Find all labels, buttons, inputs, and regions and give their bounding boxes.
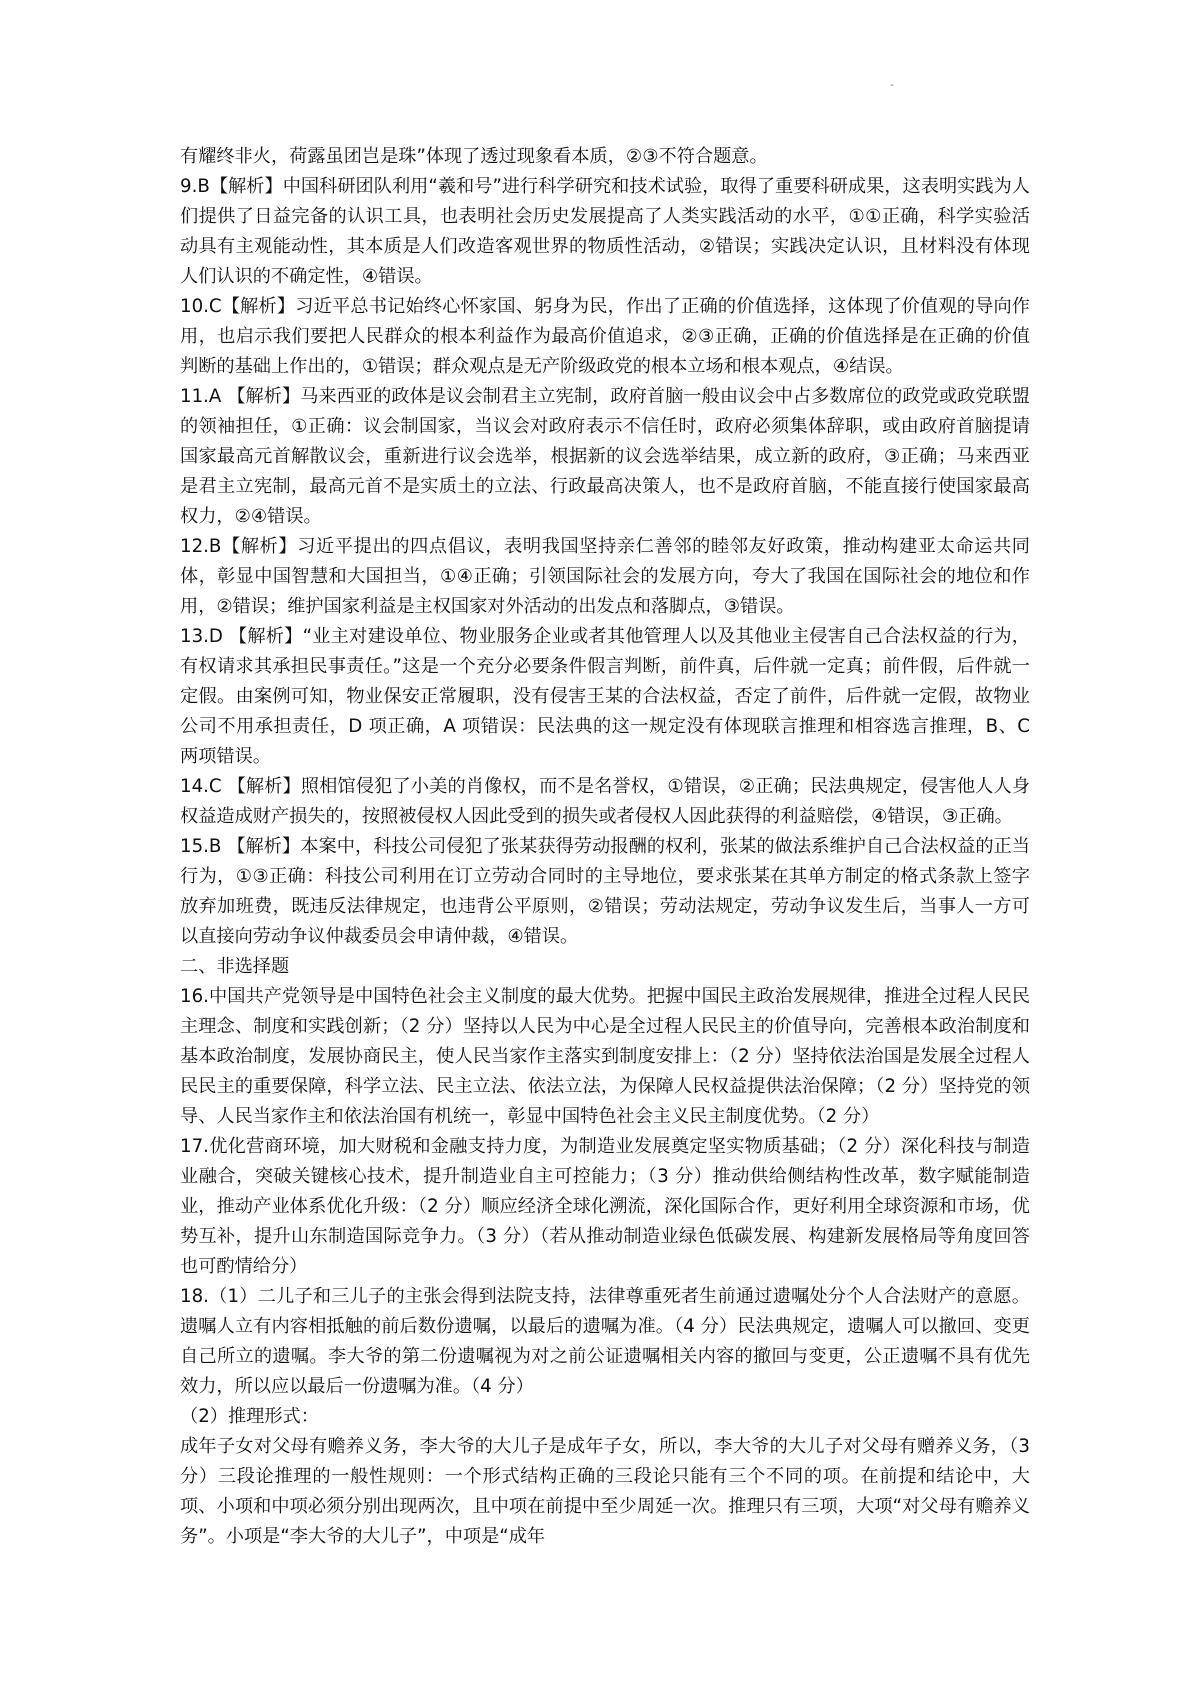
answer-18-part-1: 18.（1）二儿子和三儿子的主张会得到法院支持，法律尊重死者生前通过遗嘱处分个人合法财产的意愿。遗嘱人立有内容相抵触的前后数份遗嘱，以最后的遗嘱为准。（4 分）民法典规定，遗嘱人可以撤回、变更自己所立的遗嘱。李大爷的第二份遗嘱视为对之前公证遗嘱相关内容的撤回与变更，公正遗嘱不具有优先效力，所以应以最后一份遗嘱为准。（4 分） <box>180 1286 1030 1397</box>
answer-text-body <box>180 142 1030 1552</box>
answer-15: 15.B 【解析】本案中，科技公司侵犯了张某获得劳动报酬的权利，张某的做法系维护自己合法权益的正当行为，①③正确：科技公司利用在订立劳动合同时的主导地位，要求张某在其单方制定的格式条款上签字放弃加班费，既违反法律规定，也违背公平原则，②错误；劳动法规定，劳动争议发生后，当事人一方可以直接向劳动争议仲裁委员会申请仲裁，④错误。 <box>180 836 1030 947</box>
section-heading-non-choice: 二、非选择题 <box>180 956 290 977</box>
answer-18-part-2-body: 成年子女对父母有赡养义务，李大爷的大儿子是成年子女，所以，李大爷的大儿子对父母有赠养义务，（3 分）三段论推理的一般性规则：一个形式结构正确的三段论只能有三个不同的项。在前提和结论中，大项、小项和中项必须分别出现两次，且中项在前提中至少周延一次。推理只有三项，大项“对父母有赡养义务”。小项是“李大爷的大儿子”，中项是“成年 <box>180 1436 1030 1547</box>
answer-14: 14.C 【解析】照相馆侵犯了小美的肖像权，而不是名誉权，①错误，②正确；民法典规定，侵害他人人身权益造成财产损失的，按照被侵权人因此受到的损失或者侵权人因此获得的利益赔偿，④错误，③正确。 <box>180 776 1031 827</box>
answer-9: 9.B【解析】中国科研团队利用“羲和号”进行科学研究和技术试验，取得了重要科研成果，这表明实践为人们提供了日益完备的认识工具，也表明社会历史发展提高了人类实践活动的水平，①①正确，科学实验活动具有主观能动性，其本质是人们改造客观世界的物质性活动，②错误；实践决定认识，且材料没有体现人们认识的不确定性，④错误。 <box>180 176 1030 287</box>
answer-13: 13.D 【解析】“业主对建设单位、物业服务企业或者其他管理人以及其他业主侵害自己合法权益的行为，有权请求其承担民事责任。”这是一个充分必要条件假言判断，前件真，后件就一定真；前件假，后件就一定假。由案例可知，物业保安正常履职，没有侵害王某的合法权益，否定了前件，后件就一定假，故物业公司不用承担责任，D 项正确，A 项错误：民法典的这一规定没有体现联言推理和相容选言推理，B、C 两项错误。 <box>180 626 1030 767</box>
corner-mark: - <box>890 78 894 91</box>
answer-10: 10.C【解析】习近平总书记始终心怀家国、躬身为民，作出了正确的价值选择，这体现了价值观的导向作用，也启示我们要把人民群众的根本利益作为最高价值追求，②③正确，正确的价值选择是在正确的价值判断的基础上作出的，①错误；群众观点是无产阶级政党的根本立场和根本观点，④结误。 <box>180 296 1030 377</box>
answer-17: 17.优化营商环境，加大财税和金融支持力度，为制造业发展奠定坚实物质基础；（2 分）深化科技与制造业融合，突破关键核心技术，提升制造业自主可控能力；（3 分）推动供给侧结构性改革，数字赋能制造业，推动产业体系优化升级：（2 分）顺应经济全球化溯流，深化国际合作，更好利用全球资源和市场，优势互补，提升山东制造国际竞争力。（3 分）（若从推动制造业绿色低碳发展、构建新发展格局等角度回答也可酌情给分） <box>180 1136 1030 1277</box>
answer-18-part-2-heading: （2）推理形式： <box>180 1406 319 1427</box>
answer-16: 16.中国共产党领导是中国特色社会主义制度的最大优势。把握中国民主政治发展规律，推进全过程人民民主理念、制度和实践创新；（2 分）坚持以人民为中心是全过程人民民主的价值导向，完善根本政治制度和基本政治制度，发展协商民主，使人民当家作主落实到制度安排上：（2 分）坚持依法治国是发展全过程人民民主的重要保障，科学立法、民主立法、依法立法，为保障人民权益提供法治保障；（2 分）坚持党的领导、人民当家作主和依法治国有机统一，彰显中国特色社会主义民主制度优势。（2 分） <box>180 986 1030 1127</box>
answer-11: 11.A 【解析】马来西亚的政体是议会制君主立宪制，政府首脑一般由议会中占多数席位的政党或政党联盟的领袖担任，①正确：议会制国家，当议会对政府表示不信任时，政府必须集体辞职，或由政府首脑提请国家最高元首解散议会，重新进行议会选举，根据新的议会选举结果，成立新的政府，③正确；马来西亚是君主立宪制，最高元首不是实质土的立法、行政最高决策人，也不是政府首脑，不能直接行使国家最高权力，②④错误。 <box>180 386 1030 527</box>
paragraph-continuation: 有耀终非火，荷露虽团岂是珠”体现了透过现象看本质，②③不符合题意。 <box>180 146 768 167</box>
answer-12: 12.B【解析】习近平提出的四点倡议，表明我国坚持亲仁善邻的睦邻友好政策，推动构建亚太命运共同体，彰显中国智慧和大国担当，①④正确；引领国际社会的发展方向，夸大了我国在国际社会的地位和作用，②错误；维护国家利益是主权国家对外活动的出发点和落脚点，③错误。 <box>180 536 1030 617</box>
